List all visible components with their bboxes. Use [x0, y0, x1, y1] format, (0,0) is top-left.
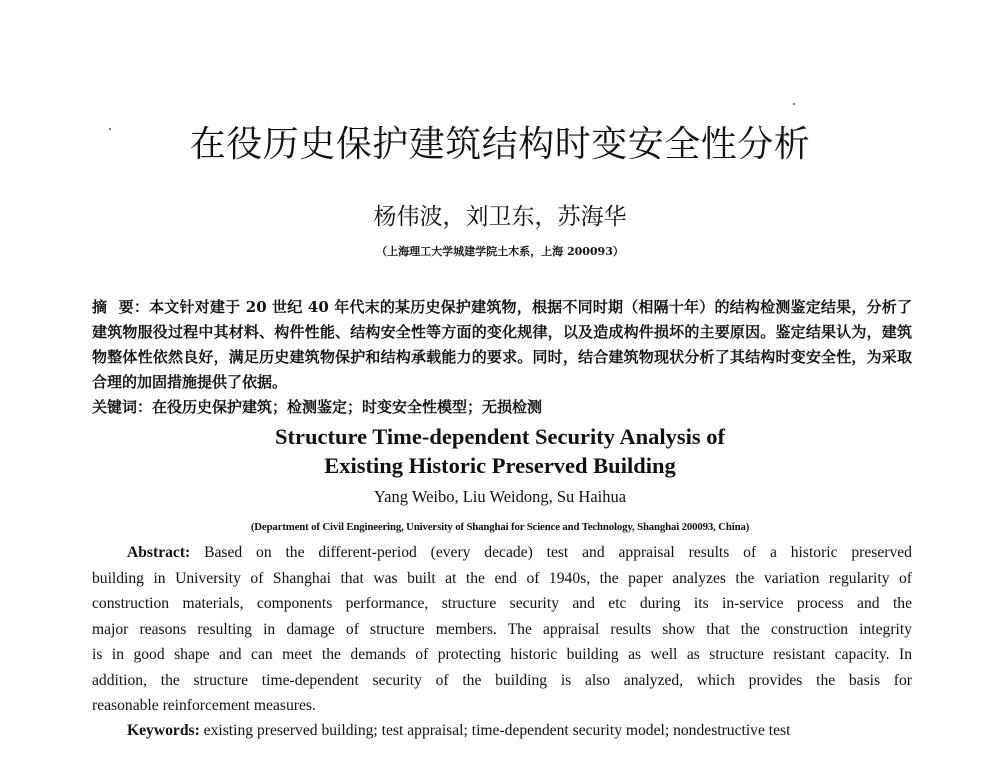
chinese-abstract-line: 建筑物服役过程中其材料、构件性能、结构安全性等方面的变化规律，以及造成构件损坏的主要原因。鉴定结果认为，建筑	[92, 323, 912, 341]
english-abstract-line: addition, the structure time-dependent security of the building is also analyzed, which provides the basis for	[92, 671, 912, 689]
english-keywords-label: Keywords:	[127, 722, 200, 739]
english-affiliation: (Department of Civil Engineering, University of Shanghai for Science and Technology, Shanghai 200093, China)	[250, 521, 750, 533]
english-abstract-line	[92, 540, 912, 566]
english-title-line: Existing Historic Preserved Building	[324, 453, 676, 478]
english-abstract-text: Based on the different-period (every decade) test and appraisal results of a historic preserved	[204, 544, 912, 561]
english-keywords	[127, 718, 927, 744]
chinese-keywords	[92, 395, 912, 420]
english-authors: Yang Weibo, Liu Weidong, Su Haihua	[373, 487, 627, 506]
scan-speck	[793, 103, 795, 105]
english-keywords-text: existing preserved building; test appraisal; time-dependent security model; nondestructive test	[203, 722, 791, 739]
english-abstract-line: construction materials, components performance, structure security and etc during its in-service process and the	[92, 595, 912, 612]
chinese-authors: 杨伟波，刘卫东，苏海华	[373, 204, 627, 230]
english-abstract-line: building in University of Shanghai that was built at the end of 1940s, the paper analyzes the variation regularity of	[92, 569, 912, 587]
english-abstract-line: major reasons resulting in damage of structure members. The appraisal results show that the construction integrity	[92, 620, 912, 638]
chinese-affiliation: （上海理工大学城建学院土木系，上海 200093）	[376, 245, 624, 258]
chinese-abstract-line: 物整体性依然良好，满足历史建筑物保护和结构承载能力的要求。同时，结合建筑物现状分析了其结构时变安全性，为采取	[92, 348, 912, 366]
chinese-keywords-text: 在役历史保护建筑；检测鉴定；时变安全性模型；无损检测	[152, 398, 543, 416]
english-title-line: Structure Time-dependent Security Analysis of	[274, 424, 725, 449]
chinese-abstract	[92, 295, 912, 395]
english-abstract-label: Abstract:	[127, 544, 191, 561]
chinese-title: 在役历史保护建筑结构时变安全性分析	[189, 124, 811, 165]
chinese-keywords-label: 关键词：	[92, 398, 153, 416]
chinese-abstract-line	[92, 295, 912, 320]
english-title	[0, 422, 1000, 480]
english-abstract	[92, 540, 912, 719]
chinese-abstract-text: 本文针对建于 20 世纪 40 年代末的某历史保护建筑物，根据不同时期（相隔十年）的结构检测鉴定结果，分析了	[149, 298, 912, 316]
chinese-abstract-label: 摘 要：	[92, 298, 150, 316]
chinese-abstract-line: 合理的加固措施提供了依据。	[92, 373, 288, 391]
english-abstract-line: is in good shape and can meet the demands of protecting historic building as well as structure resistant capacity. In	[92, 646, 912, 663]
english-abstract-line: reasonable reinforcement measures.	[92, 697, 316, 714]
